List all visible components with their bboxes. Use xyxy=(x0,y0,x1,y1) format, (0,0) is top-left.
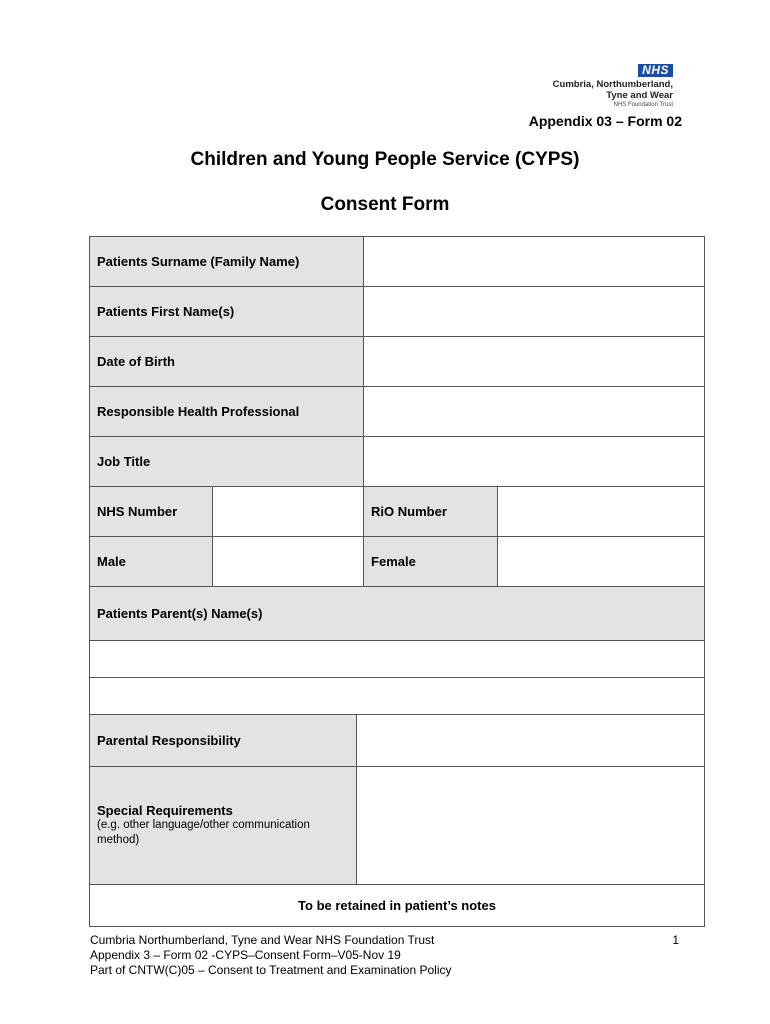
parental-responsibility-label: Parental Responsibility xyxy=(90,715,357,767)
dob-field[interactable] xyxy=(364,337,705,387)
page-footer xyxy=(90,933,451,978)
page-number: 1 xyxy=(672,933,679,947)
parent-name-field-1[interactable] xyxy=(90,641,705,678)
parents-label: Patients Parent(s) Name(s) xyxy=(90,587,705,641)
nhs-logo-badge: NHS xyxy=(638,64,673,77)
page-title: Children and Young People Service (CYPS) xyxy=(190,149,580,170)
footer-line-1: Cumbria Northumberland, Tyne and Wear NHS Foundation Trust xyxy=(90,933,435,947)
male-label: Male xyxy=(90,537,213,587)
page-subtitle: Consent Form xyxy=(320,194,450,215)
dob-label: Date of Birth xyxy=(90,337,364,387)
female-label: Female xyxy=(364,537,498,587)
footer-line-2: Appendix 3 – Form 02 -CYPS–Consent Form–V05-Nov 19 xyxy=(90,948,401,962)
logo-line-1: Cumbria, Northumberland, xyxy=(552,79,673,90)
male-field[interactable] xyxy=(213,537,364,587)
logo-line-3: NHS Foundation Trust xyxy=(613,102,673,108)
job-title-field[interactable] xyxy=(364,437,705,487)
consent-form-table xyxy=(89,236,705,927)
nhs-trust-logo xyxy=(553,61,673,109)
special-requirements-note: (e.g. other language/other communication method) xyxy=(97,819,310,846)
parental-responsibility-field[interactable] xyxy=(357,715,705,767)
female-field[interactable] xyxy=(498,537,705,587)
surname-label: Patients Surname (Family Name) xyxy=(90,237,364,287)
rio-number-field[interactable] xyxy=(498,487,705,537)
surname-field[interactable] xyxy=(364,237,705,287)
parent-name-field-2[interactable] xyxy=(90,678,705,715)
rio-number-label: RiO Number xyxy=(364,487,498,537)
special-requirements-label: Special Requirements xyxy=(97,803,233,818)
first-name-field[interactable] xyxy=(364,287,705,337)
appendix-label: Appendix 03 – Form 02 xyxy=(528,113,682,129)
retained-notice: To be retained in patient’s notes xyxy=(90,885,705,927)
footer-line-3: Part of CNTW(C)05 – Consent to Treatment and Examination Policy xyxy=(90,963,452,977)
professional-label: Responsible Health Professional xyxy=(90,387,364,437)
job-title-label: Job Title xyxy=(90,437,364,487)
nhs-number-label: NHS Number xyxy=(90,487,213,537)
first-name-label: Patients First Name(s) xyxy=(90,287,364,337)
professional-field[interactable] xyxy=(364,387,705,437)
special-requirements-field[interactable] xyxy=(357,767,705,885)
logo-line-2: Tyne and Wear xyxy=(606,90,673,101)
special-requirements-cell xyxy=(90,767,357,885)
nhs-number-field[interactable] xyxy=(213,487,364,537)
